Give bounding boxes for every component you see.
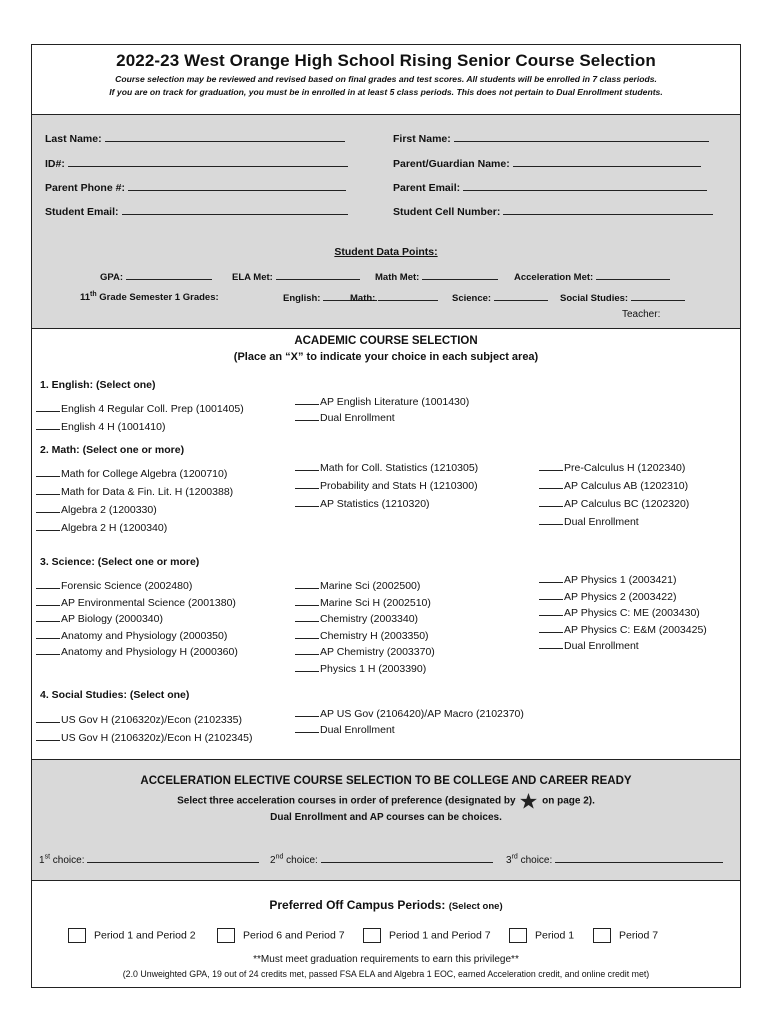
- title-section: [32, 45, 740, 115]
- last-name-field[interactable]: Last Name:: [45, 132, 345, 145]
- course-option[interactable]: [295, 596, 431, 609]
- period-label: Period 6 and Period 7: [243, 929, 345, 942]
- parent-name-field[interactable]: Parent/Guardian Name:: [393, 157, 701, 170]
- course-label: AP Calculus BC (1202320): [564, 498, 690, 510]
- course-option[interactable]: [295, 479, 478, 492]
- period-checkbox[interactable]: [217, 928, 235, 943]
- selection-blank[interactable]: [295, 596, 319, 606]
- period-option[interactable]: [363, 928, 491, 943]
- course-option[interactable]: [539, 461, 685, 474]
- period-checkbox[interactable]: [509, 928, 527, 943]
- selection-blank[interactable]: [539, 479, 563, 489]
- off-campus-title: Preferred Off Campus Periods: (Select one): [269, 898, 503, 912]
- course-option[interactable]: [295, 461, 478, 474]
- course-label: Physics 1 H (2003390): [320, 662, 427, 675]
- selection-blank[interactable]: [36, 420, 60, 430]
- selection-blank[interactable]: [539, 573, 563, 583]
- course-option[interactable]: [295, 411, 395, 424]
- selection-blank[interactable]: [36, 467, 60, 477]
- accel-line-2: Dual Enrollment and AP courses can be choices.: [270, 812, 502, 823]
- gpa-field[interactable]: GPA:: [100, 270, 212, 283]
- course-option[interactable]: [36, 579, 192, 592]
- course-label: AP Environmental Science (2001380): [61, 596, 236, 609]
- first-name-field[interactable]: First Name:: [393, 132, 709, 145]
- period-label: Period 7: [619, 929, 659, 942]
- course-label: Probability and Stats H (1210300): [320, 480, 478, 492]
- selection-blank[interactable]: [295, 612, 319, 622]
- period-checkbox[interactable]: [68, 928, 86, 943]
- grades-label: 11th Grade Semester 1 Grades:: [80, 291, 219, 304]
- data-points-title: Student Data Points:: [334, 246, 438, 258]
- second-choice-field[interactable]: 2nd choice:: [270, 853, 493, 866]
- selection-blank[interactable]: [295, 645, 319, 655]
- selection-blank[interactable]: [539, 590, 563, 600]
- selection-blank[interactable]: [539, 461, 563, 471]
- course-option[interactable]: [295, 629, 429, 642]
- selection-blank[interactable]: [539, 497, 563, 507]
- selection-blank[interactable]: [36, 402, 60, 412]
- selection-blank[interactable]: [36, 579, 60, 589]
- selection-blank[interactable]: [295, 461, 319, 471]
- first-choice-field[interactable]: 1st choice:: [39, 853, 259, 866]
- course-option[interactable]: [295, 723, 395, 736]
- course-option[interactable]: [295, 707, 524, 720]
- period-option[interactable]: [593, 928, 658, 943]
- teacher-label: Teacher:: [622, 309, 661, 320]
- selection-blank[interactable]: [36, 629, 60, 639]
- academic-subtitle: (Place an “X” to indicate your choice in each subject area): [233, 351, 539, 363]
- course-option[interactable]: [295, 612, 418, 625]
- course-label: English 4 H (1001410): [61, 421, 166, 433]
- course-option[interactable]: [36, 503, 157, 516]
- selection-blank[interactable]: [539, 639, 563, 649]
- course-option[interactable]: [36, 713, 242, 726]
- course-label: Pre-Calculus H (1202340): [564, 462, 686, 474]
- course-label: Algebra 2 (1200330): [61, 504, 157, 516]
- selection-blank[interactable]: [539, 623, 563, 633]
- course-option[interactable]: [36, 485, 233, 498]
- selection-blank[interactable]: [36, 521, 60, 531]
- course-label: AP Statistics (1210320): [320, 498, 430, 510]
- course-option[interactable]: [36, 420, 165, 433]
- selection-blank[interactable]: [539, 606, 563, 616]
- selection-blank[interactable]: [295, 662, 319, 672]
- course-option[interactable]: [539, 639, 639, 652]
- selection-blank[interactable]: [295, 411, 319, 421]
- course-label: English 4 Regular Coll. Prep (1001405): [61, 403, 244, 415]
- grade-english-field[interactable]: English:: [283, 291, 377, 304]
- course-label: Dual Enrollment: [320, 724, 395, 736]
- selection-blank[interactable]: [295, 497, 319, 507]
- selection-blank[interactable]: [295, 579, 319, 589]
- selection-blank[interactable]: [36, 485, 60, 495]
- course-option[interactable]: [36, 645, 238, 658]
- course-option[interactable]: [36, 521, 167, 534]
- star-icon: [520, 793, 537, 809]
- third-choice-field[interactable]: 3rd choice:: [506, 853, 723, 866]
- note-line-2: If you are on track for graduation, you must be in enrolled in at least 5 class periods. This does not pertain to Dual Enrollment students.: [109, 87, 663, 97]
- course-label: Algebra 2 H (1200340): [61, 522, 168, 534]
- student-info-section: [32, 115, 740, 329]
- grade-science-field[interactable]: Science:: [452, 291, 548, 304]
- course-label: Anatomy and Physiology H (2000360): [61, 646, 238, 658]
- period-option[interactable]: [509, 928, 574, 943]
- note-line-1: Course selection may be reviewed and revised based on final grades and test scores. All students will be enrolled in 7 class periods.: [115, 74, 657, 84]
- period-option[interactable]: [68, 928, 196, 943]
- selection-blank[interactable]: [36, 503, 60, 513]
- course-option[interactable]: [539, 479, 688, 492]
- requirement-detail: (2.0 Unweighted GPA, 19 out of 24 credits met, passed FSA ELA and Algebra 1 EOC, earned Acceleration credit, and online credit met): [122, 969, 650, 979]
- math-met-field[interactable]: Math Met:: [375, 270, 498, 283]
- selection-blank[interactable]: [295, 479, 319, 489]
- course-option[interactable]: [539, 515, 639, 528]
- selection-blank[interactable]: [36, 713, 60, 723]
- course-option[interactable]: [295, 645, 435, 658]
- parent-email-field[interactable]: Parent Email:: [393, 181, 707, 194]
- period-option[interactable]: [217, 928, 345, 943]
- course-label: AP Biology (2000340): [61, 613, 163, 625]
- science-heading: 3. Science: (Select one or more): [40, 556, 200, 568]
- course-option[interactable]: [539, 573, 676, 586]
- english-heading: 1. English: (Select one): [40, 379, 156, 391]
- course-option[interactable]: [36, 467, 227, 480]
- course-label: Chemistry H (2003350): [320, 629, 429, 642]
- course-option[interactable]: [539, 590, 676, 603]
- social-heading: 4. Social Studies: (Select one): [40, 689, 190, 701]
- course-label: Forensic Science (2002480): [61, 580, 193, 592]
- selection-blank[interactable]: [36, 612, 60, 622]
- course-option[interactable]: [36, 731, 252, 744]
- course-option[interactable]: [36, 402, 244, 415]
- course-label: Anatomy and Physiology (2000350): [61, 629, 228, 642]
- course-label: US Gov H (2106320z)/Econ (2102335): [61, 714, 242, 726]
- selection-blank[interactable]: [295, 629, 319, 639]
- course-option[interactable]: [295, 395, 469, 408]
- ela-met-field[interactable]: ELA Met:: [232, 270, 360, 283]
- course-option[interactable]: [539, 623, 707, 636]
- student-cell-field[interactable]: Student Cell Number:: [393, 205, 713, 218]
- course-label: US Gov H (2106320z)/Econ H (2102345): [61, 732, 253, 744]
- course-label: Math for College Algebra (1200710): [61, 468, 228, 480]
- accel-line-1: Select three acceleration courses in order of preference (designated by on page 2).: [32, 793, 740, 809]
- student-email-field[interactable]: Student Email:: [45, 205, 348, 218]
- accel-title: ACCELERATION ELECTIVE COURSE SELECTION TO BE COLLEGE AND CAREER READY: [140, 775, 632, 787]
- academic-title: ACADEMIC COURSE SELECTION: [294, 335, 478, 347]
- academic-selection-section: [32, 329, 740, 759]
- course-label: Dual Enrollment: [320, 412, 395, 424]
- selection-blank[interactable]: [36, 645, 60, 655]
- course-label: AP Physics C: E&M (2003425): [564, 623, 707, 636]
- period-checkbox[interactable]: [593, 928, 611, 943]
- grade-social-field[interactable]: Social Studies:: [560, 291, 685, 304]
- course-label: AP Calculus AB (1202310): [564, 480, 689, 492]
- period-label: Period 1 and Period 2: [94, 929, 196, 942]
- course-label: Math for Data & Fin. Lit. H (1200388): [61, 486, 234, 498]
- selection-blank[interactable]: [295, 723, 319, 733]
- course-option[interactable]: [539, 497, 689, 510]
- selection-blank[interactable]: [36, 596, 60, 606]
- course-label: AP Chemistry (2003370): [320, 646, 435, 658]
- course-selection-form: [31, 44, 741, 988]
- course-label: Dual Enrollment: [564, 516, 639, 528]
- acceleration-met-field[interactable]: Acceleration Met:: [514, 270, 670, 283]
- course-label: Dual Enrollment: [564, 640, 639, 652]
- course-label: AP US Gov (2106420)/AP Macro (2102370): [320, 708, 524, 720]
- course-option[interactable]: [539, 606, 700, 619]
- period-label: Period 1 and Period 7: [389, 929, 491, 942]
- selection-blank[interactable]: [36, 731, 60, 741]
- course-option[interactable]: [295, 662, 426, 675]
- page-title: 2022-23 West Orange High School Rising Senior Course Selection: [116, 51, 656, 70]
- course-option[interactable]: [36, 629, 227, 642]
- period-checkbox[interactable]: [363, 928, 381, 943]
- period-label: Period 1: [535, 929, 575, 942]
- selection-blank[interactable]: [295, 395, 319, 405]
- course-label: AP English Literature (1001430): [320, 396, 470, 408]
- course-label: Marine Sci H (2002510): [320, 596, 431, 609]
- course-label: AP Physics C: ME (2003430): [564, 607, 700, 619]
- course-option[interactable]: [36, 612, 163, 625]
- selection-blank[interactable]: [539, 515, 563, 525]
- course-label: Chemistry (2003340): [320, 613, 419, 625]
- acceleration-section: [32, 759, 740, 881]
- requirement-note: **Must meet graduation requirements to earn this privilege**: [253, 954, 519, 965]
- selection-blank[interactable]: [295, 707, 319, 717]
- grade-math-field[interactable]: Math:: [350, 291, 438, 304]
- id-field[interactable]: ID#:: [45, 157, 348, 170]
- off-campus-section: [32, 881, 740, 989]
- parent-phone-field[interactable]: Parent Phone #:: [45, 181, 346, 194]
- course-label: AP Physics 1 (2003421): [564, 574, 677, 586]
- course-option[interactable]: [295, 497, 430, 510]
- course-label: AP Physics 2 (2003422): [564, 590, 677, 603]
- math-heading: 2. Math: (Select one or more): [40, 444, 185, 456]
- course-option[interactable]: [36, 596, 236, 609]
- course-option[interactable]: [295, 579, 420, 592]
- course-label: Marine Sci (2002500): [320, 580, 421, 592]
- course-label: Math for Coll. Statistics (1210305): [320, 462, 479, 474]
